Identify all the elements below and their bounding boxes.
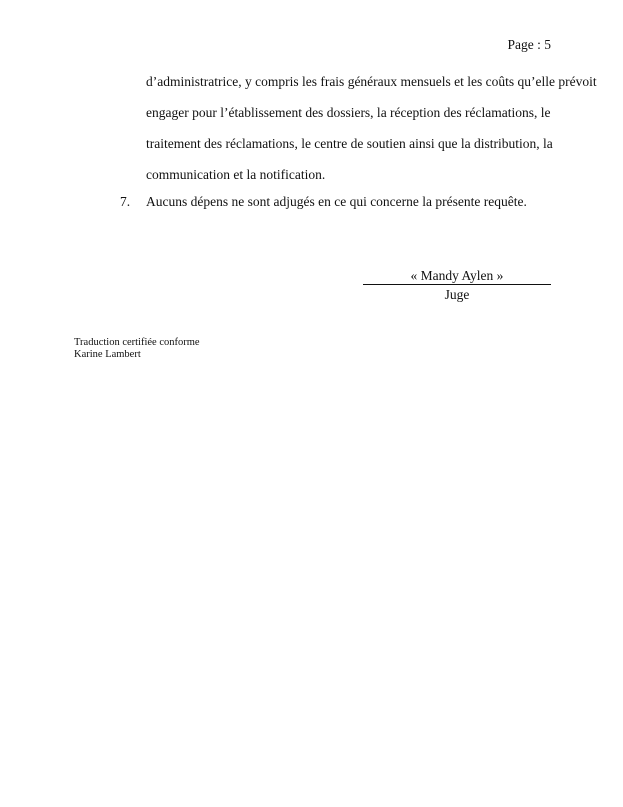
signature-block — [363, 268, 551, 302]
paragraph-line: traitement des réclamations, le centre de soutien ainsi que la distribution, la — [146, 136, 553, 151]
certification-statement: Traduction certifiée conforme — [74, 337, 200, 348]
translation-certification — [74, 337, 200, 361]
numbered-item-7 — [120, 194, 527, 209]
item-number: 7. — [120, 194, 131, 209]
paragraph-line: d’administratrice, y compris les frais généraux mensuels et les coûts qu’elle prévoit — [146, 74, 597, 89]
item-text: Aucuns dépens ne sont adjugés en ce qui concerne la présente requête. — [146, 194, 527, 209]
signature-name: « Mandy Aylen » — [363, 268, 551, 285]
paragraph-line: engager pour l’établissement des dossiers, la réception des réclamations, le — [146, 105, 551, 120]
page-number: Page : 5 — [507, 37, 551, 52]
paragraph-continuation — [146, 74, 597, 198]
paragraph-line: communication et la notification. — [146, 167, 326, 182]
translator-name: Karine Lambert — [74, 349, 141, 360]
signature-title: Juge — [444, 287, 470, 302]
